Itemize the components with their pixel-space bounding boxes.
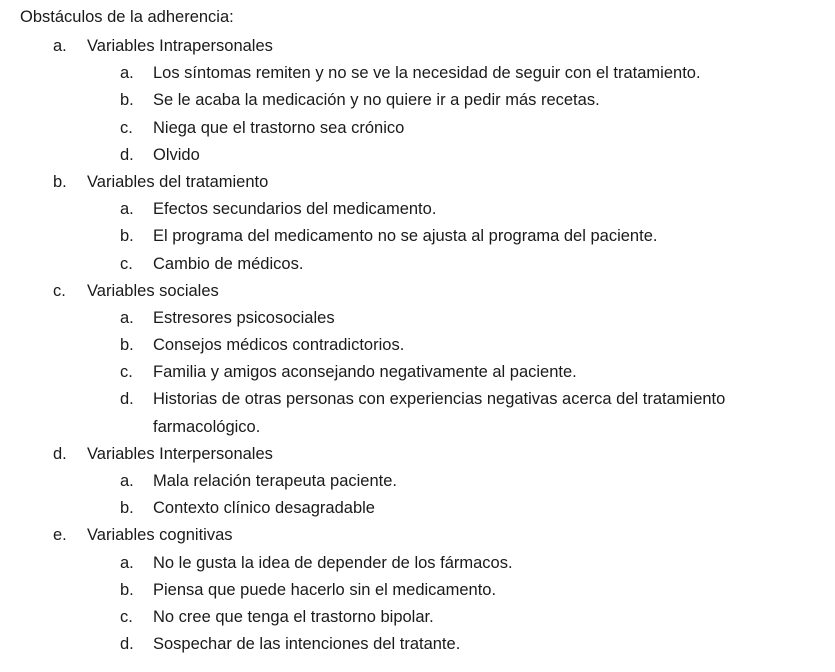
list-item	[20, 386, 835, 440]
list-item	[20, 196, 835, 223]
list-item	[20, 251, 835, 278]
item-text: Contexto clínico desagradable	[153, 499, 375, 518]
list-item	[20, 223, 835, 250]
list-item	[20, 604, 835, 631]
sub-list	[20, 60, 835, 169]
list-item	[20, 631, 835, 658]
section-marker: a.	[53, 37, 67, 55]
sub-list	[20, 196, 835, 278]
item-marker: d.	[120, 390, 134, 409]
item-text: No le gusta la idea de depender de los fármacos.	[153, 553, 513, 572]
sub-list	[20, 550, 835, 659]
section-treatment	[20, 169, 835, 278]
item-text: Se le acaba la medicación y no quiere ir a pedir más recetas.	[153, 91, 600, 110]
item-marker: b.	[120, 91, 134, 110]
list-item	[20, 142, 835, 169]
item-marker: a.	[120, 200, 134, 219]
item-text: Olvido	[153, 145, 200, 164]
list-item	[20, 577, 835, 604]
item-text: Consejos médicos contradictorios.	[153, 336, 405, 355]
section-social	[20, 278, 835, 441]
list-item	[20, 468, 835, 495]
item-text: Familia y amigos aconsejando negativamente al paciente.	[153, 363, 577, 382]
section-heading	[20, 33, 835, 60]
item-text: No cree que tenga el trastorno bipolar.	[153, 607, 434, 626]
section-marker: d.	[53, 444, 67, 463]
item-marker: d.	[120, 635, 134, 654]
item-marker: a.	[120, 553, 134, 572]
item-text: Efectos secundarios del medicamento.	[153, 200, 437, 219]
section-label: Variables Intrapersonales	[87, 37, 273, 55]
section-heading	[20, 169, 835, 196]
item-marker: b.	[120, 580, 134, 599]
document-title: Obstáculos de la adherencia:	[20, 8, 234, 26]
item-marker: a.	[120, 64, 134, 83]
list-item	[20, 305, 835, 332]
section-marker: e.	[53, 526, 67, 545]
list-item	[20, 495, 835, 522]
item-text: Piensa que puede hacerlo sin el medicamento.	[153, 580, 497, 599]
item-marker: c.	[120, 363, 133, 382]
list-item	[20, 115, 835, 142]
sub-list	[20, 305, 835, 441]
sub-list	[20, 468, 835, 522]
item-marker: a.	[120, 472, 134, 491]
section-label: Variables cognitivas	[87, 526, 233, 545]
item-marker: b.	[120, 499, 134, 518]
item-text: Estresores psicosociales	[153, 308, 335, 327]
section-list	[20, 33, 835, 658]
section-label: Variables sociales	[87, 281, 219, 300]
section-interpersonal	[20, 441, 835, 523]
item-marker: b.	[120, 227, 134, 246]
section-label: Variables Interpersonales	[87, 444, 273, 463]
section-cognitive	[20, 522, 835, 658]
item-marker: c.	[120, 254, 133, 273]
section-heading	[20, 278, 835, 305]
item-marker: c.	[120, 607, 133, 626]
item-text: Niega que el trastorno sea crónico	[153, 118, 405, 137]
section-label: Variables del tratamiento	[87, 172, 269, 191]
item-text: Los síntomas remiten y no se ve la necesidad de seguir con el tratamiento.	[153, 64, 701, 83]
list-item	[20, 60, 835, 87]
item-text: Sospechar de las intenciones del tratante.	[153, 635, 461, 654]
item-marker: a.	[120, 308, 134, 327]
section-heading	[20, 441, 835, 468]
list-item	[20, 359, 835, 386]
section-marker: b.	[53, 172, 67, 191]
item-marker: d.	[120, 145, 134, 164]
list-item	[20, 550, 835, 577]
item-marker: c.	[120, 118, 133, 137]
section-intrapersonal	[20, 33, 835, 169]
item-text: Cambio de médicos.	[153, 254, 304, 273]
section-heading	[20, 522, 835, 549]
list-item	[20, 332, 835, 359]
item-text: El programa del medicamento no se ajusta al programa del paciente.	[153, 227, 658, 246]
list-item	[20, 87, 835, 114]
item-text: Mala relación terapeuta paciente.	[153, 472, 397, 491]
item-text: Historias de otras personas con experiencias negativas acerca del tratamiento farmacológico.	[153, 390, 726, 436]
section-marker: c.	[53, 281, 66, 300]
item-marker: b.	[120, 336, 134, 355]
